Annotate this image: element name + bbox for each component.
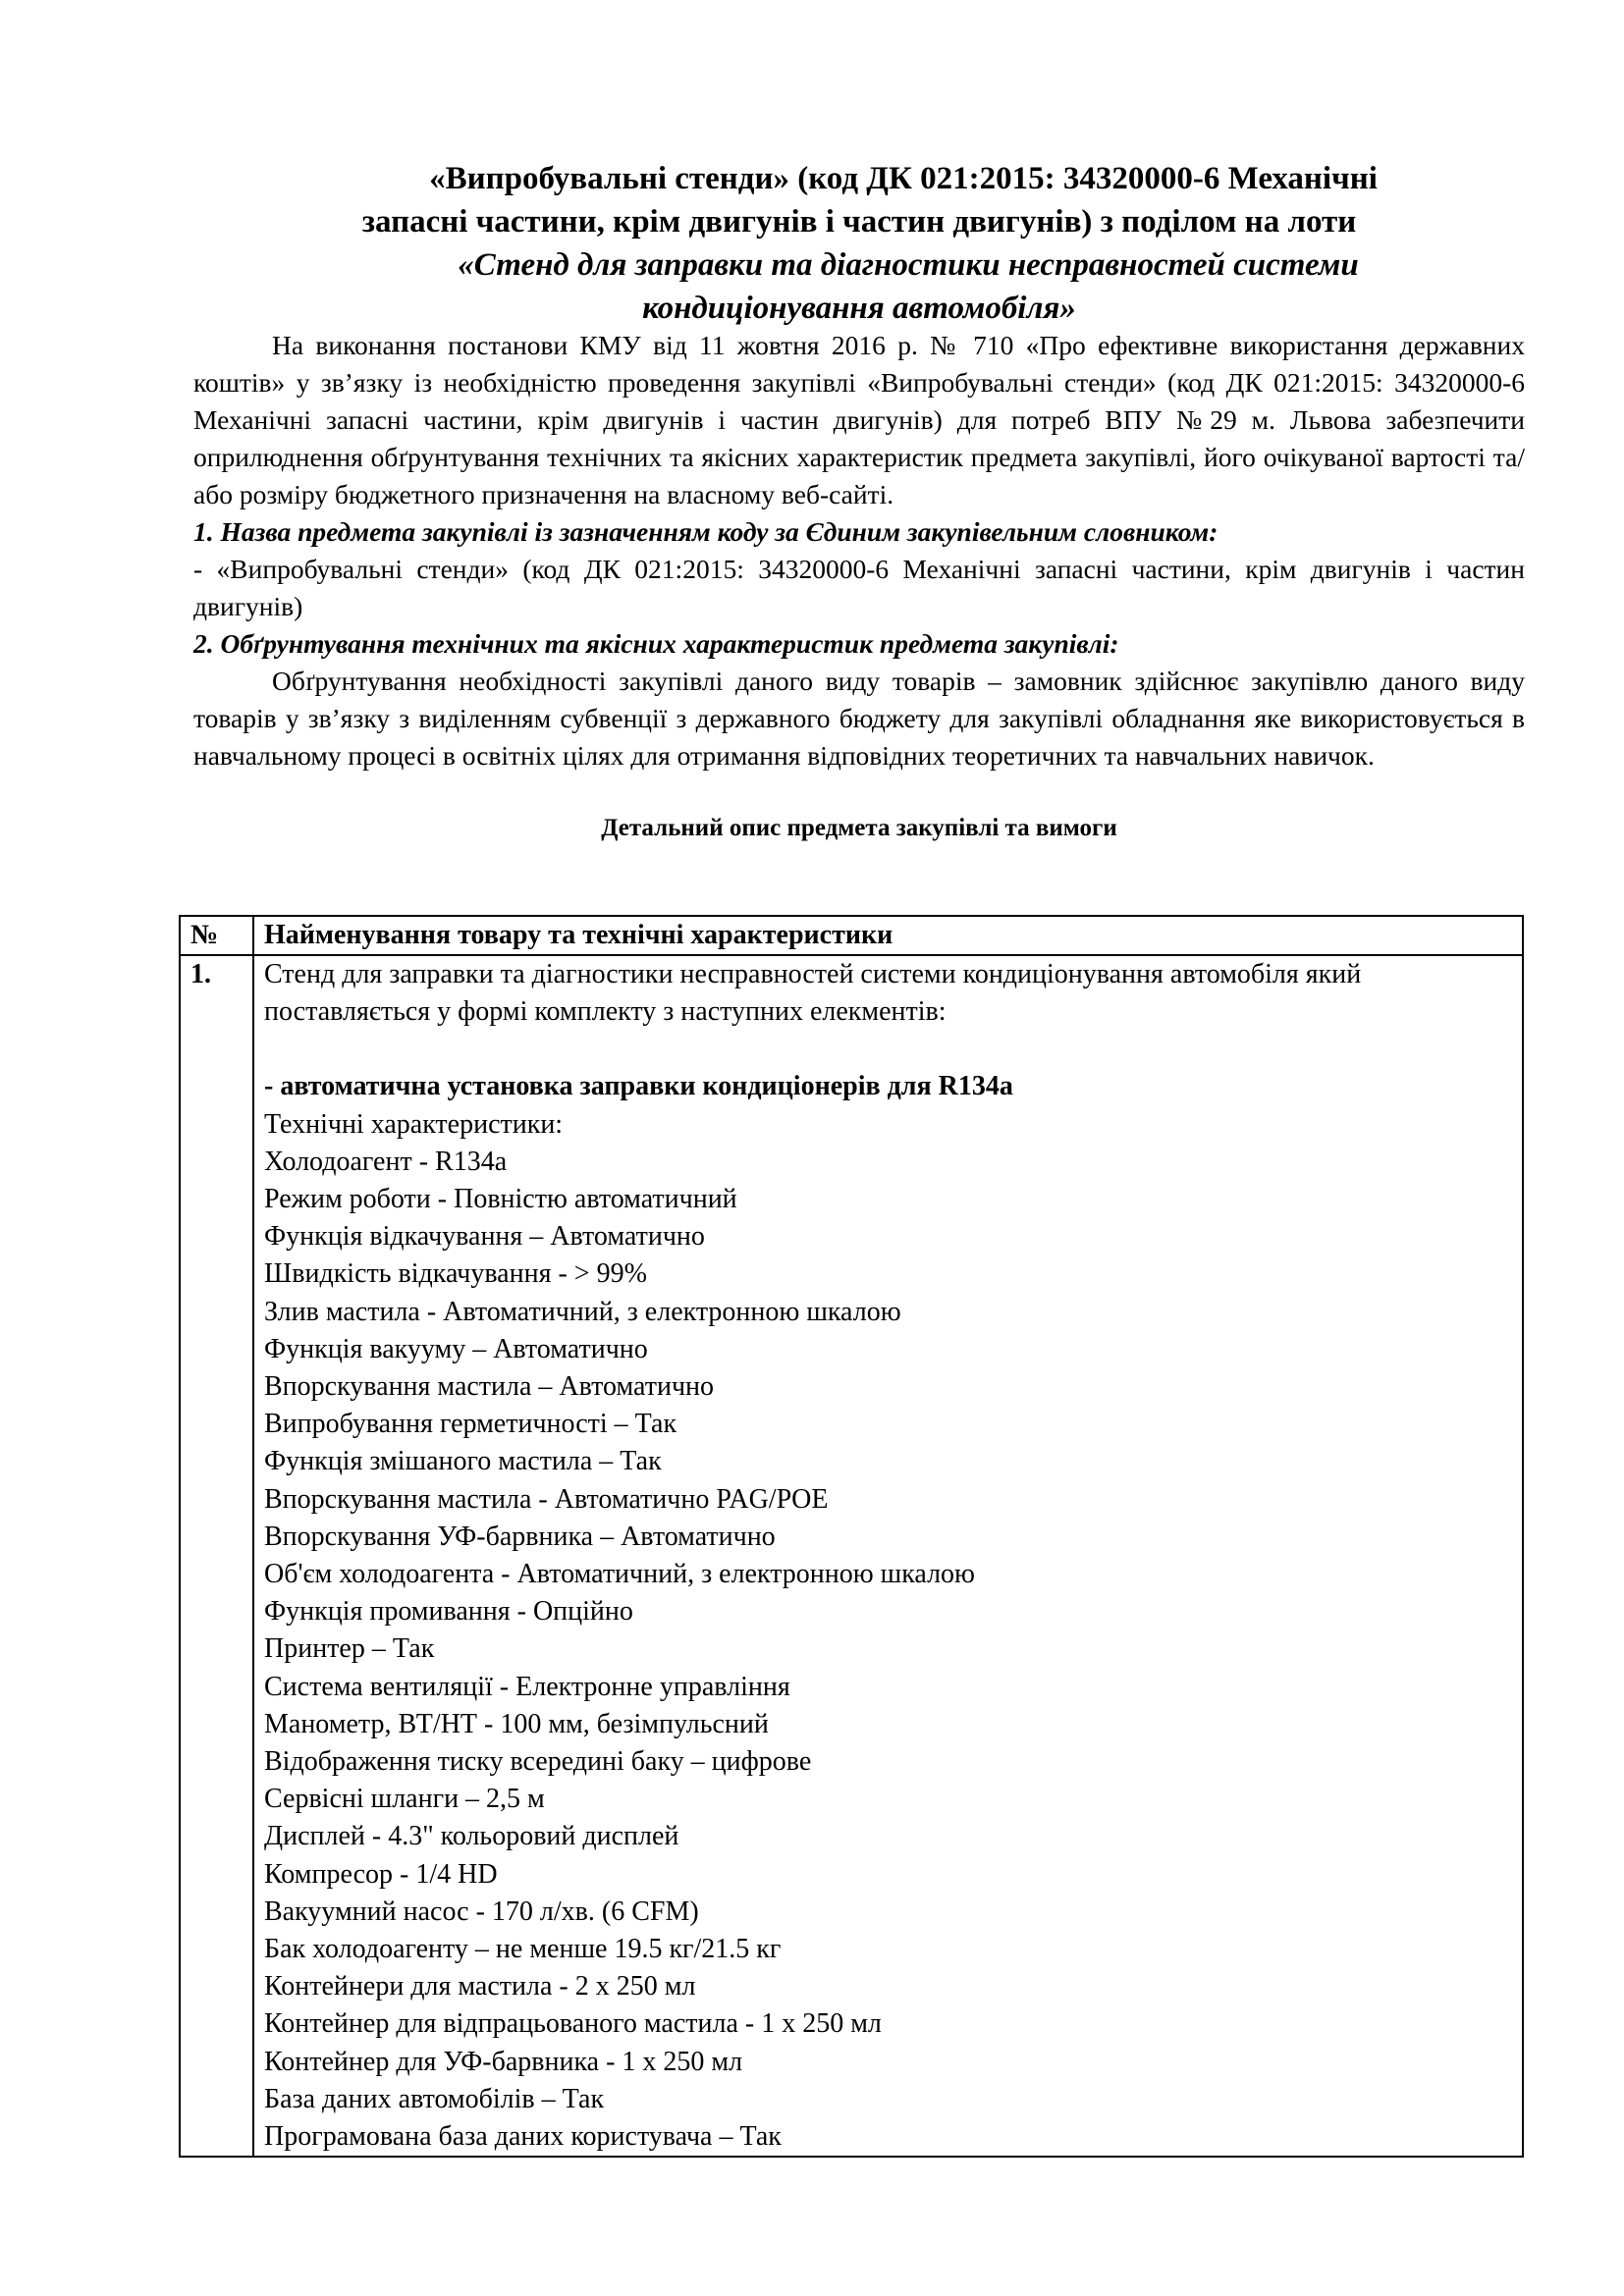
spec-item: Відображення тиску всередині баку – цифрове (264, 1746, 812, 1778)
row-number: 1. (180, 955, 253, 2157)
section-1-text: - «Випробувальні стенди» (код ДК 021:2015: 34320000-6 Механічні запасні частини, крім двигунів і частин двигунів) (193, 554, 1525, 621)
section-2-heading: 2. Обґрунтування технічних та якісних характеристик предмета закупівлі: (193, 628, 1119, 659)
specs-label: Технічні характеристики: (264, 1108, 564, 1140)
intro-paragraph: На виконання постанови КМУ від 11 жовтня 2016 р. № 710 «Про ефективне використання державних коштів» у зв’язку із необхідністю проведення закупівлі «Випробувальні стенди» (код ДК 021:2015: 34320000-6 Механічні запасні частини, крім двигунів і частин двигунів) для потреб ВПУ №29 м. Львова забезпечити оприлюднення обґрунтування технічних та якісних характеристик предмета закупівлі, його очікуваної вартості та/або розміру бюджетного призначення на власному веб-сайті. (193, 330, 1525, 509)
document-body (193, 327, 1525, 847)
spec-item: Холодоагент - R134a (264, 1146, 508, 1177)
column-header-number: № (180, 916, 253, 955)
row-description (253, 955, 1523, 2157)
spec-item: Випробування герметичності – Так (264, 1409, 677, 1440)
spec-item: Система вентиляції - Електронне управління (264, 1671, 790, 1702)
spec-item: Злив мастила - Автоматичний, з електронною шкалою (264, 1296, 901, 1327)
blank-line (264, 1031, 1512, 1068)
spec-item: База даних автомобілів – Так (264, 2083, 605, 2114)
spec-item: Об'єм холодоагента - Автоматичний, з електронною шкалою (264, 1559, 975, 1590)
spec-list (264, 1144, 1512, 2156)
spec-item: Впорскування мастила – Автоматично (264, 1371, 715, 1403)
spec-item: Швидкість відкачування - > 99% (264, 1258, 647, 1290)
spec-item: Сервісні шланги – 2,5 м (264, 1784, 545, 1815)
spec-item: Компресор - 1/4 HD (264, 1858, 498, 1890)
spec-item: Впорскування УФ-барвника – Автоматично (264, 1521, 776, 1552)
spec-item: Контейнер для відпрацьованого мастила - 1 x 250 мл (264, 2008, 882, 2040)
spec-item: Дисплей - 4.3" кольоровий дисплей (264, 1821, 679, 1852)
spec-item: Впорскування мастила - Автоматично PAG/POE (264, 1483, 829, 1515)
table-caption: Детальний опис предмета закупівлі та вимоги (601, 815, 1117, 841)
section-2-text: Обґрунтування необхідності закупівлі даного виду товарів – замовник здійснює закупівлю даного виду товарів у зв’язку з виділенням субвенції з державного бюджету для закупівлі обладнання яке використовується в навчальному процесі в освітніх цілях для отримання відповідних теоретичних та навчальних навичок. (193, 666, 1525, 771)
spec-item: Функція промивання - Опційно (264, 1596, 633, 1628)
spec-item: Принтер – Так (264, 1633, 435, 1665)
spec-item: Функція вакууму – Автоматично (264, 1333, 648, 1364)
spec-item: Функція змішаного мастила – Так (264, 1446, 662, 1477)
item-subheading: - автоматична установка заправки кондиціонерів для R134a (264, 1071, 1013, 1102)
title-line-2: запасні частини, крім двигунів і частин двигунів) з поділом на лоти (361, 204, 1357, 240)
spec-item: Контейнер для УФ-барвника - 1 x 250 мл (264, 2046, 743, 2077)
spec-item: Функція відкачування – Автоматично (264, 1221, 705, 1253)
spec-item: Манометр, ВТ/НТ - 100 мм, безімпульсний (264, 1708, 769, 1739)
spec-item: Контейнери для мастила - 2 x 250 мл (264, 1971, 696, 2002)
table-header-row (180, 916, 1523, 955)
item-intro: Стенд для заправки та діагностики несправностей системи кондиціонування автомобіля який поставляється у формі комплекту з наступних елекментів: (264, 959, 1362, 1028)
table-row (180, 955, 1523, 2157)
spec-item: Режим роботи - Повністю автоматичний (264, 1184, 737, 1215)
title-lot-line-2: кондиціонування автомобіля» (642, 291, 1076, 326)
title-line-1: «Випробувальні стенди» (код ДК 021:2015: 34320000-6 Механічні (429, 161, 1378, 196)
title-lot-line-1: «Стенд для заправки та діагностики несправностей системи (458, 247, 1359, 283)
section-1-heading: 1. Назва предмета закупівлі із зазначенням коду за Єдиним закупівельним словником: (193, 516, 1218, 547)
spec-item: Вакуумний насос - 170 л/хв. (6 CFM) (264, 1896, 699, 1927)
document-title (193, 157, 1525, 330)
spec-item: Бак холодоагенту – не менше 19.5 кг/21.5 кг (264, 1934, 782, 1965)
spec-item: Програмована база даних користувача – Так (264, 2121, 782, 2153)
specification-table (179, 915, 1524, 2158)
column-header-name: Найменування товару та технічні характеристики (253, 916, 1523, 955)
